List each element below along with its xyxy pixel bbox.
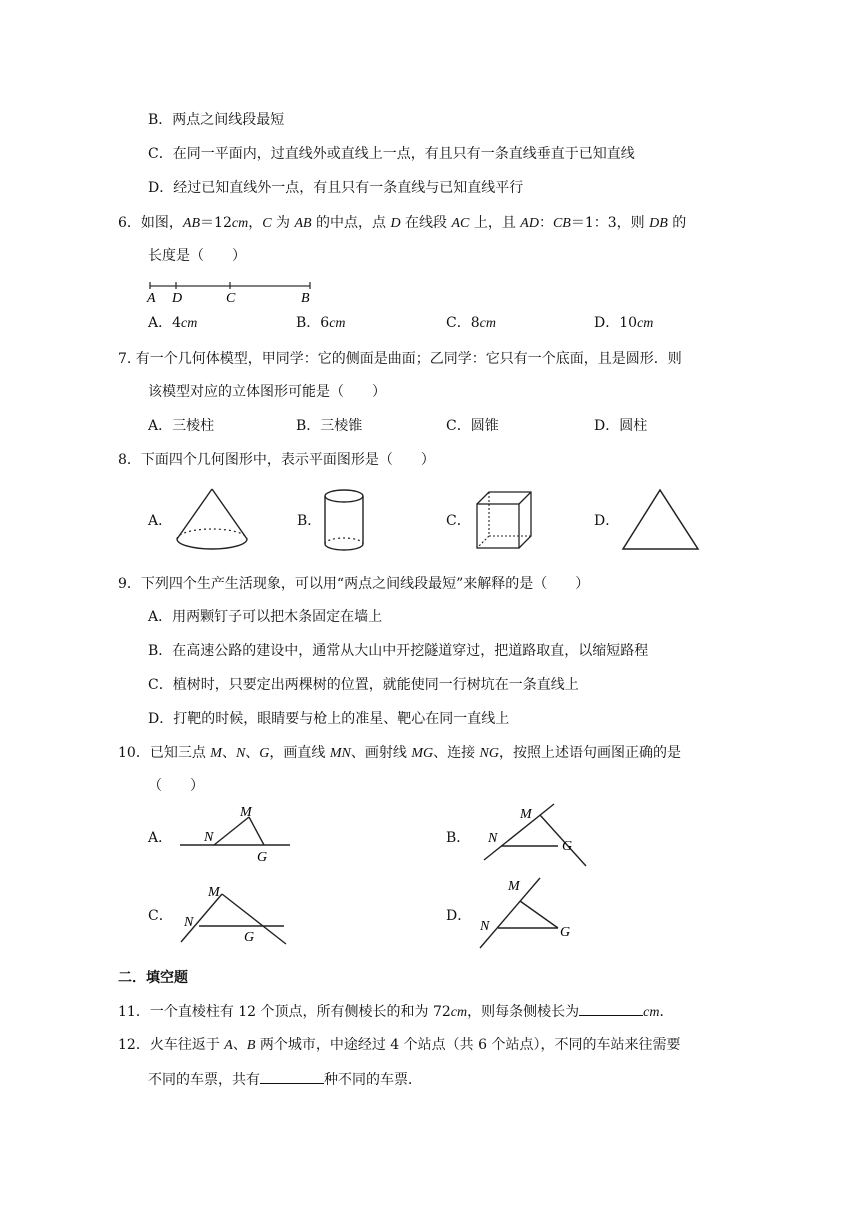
q6-text: AB [294,216,312,231]
q10-option-b-label[interactable]: B． [446,830,471,846]
q10-stem-line2: （ ） [148,778,204,794]
q12-text: B [246,1038,256,1053]
q5-option-d: D．经过已知直线外一点，有且只有一条直线与已知直线平行 [148,180,524,196]
q6-text: D [390,216,401,231]
q6-stem [118,213,686,234]
cube-icon [472,488,536,554]
q12-text: 不同的车票，共有 [148,1072,260,1088]
point-label-a: A [147,291,156,306]
q7-option-a[interactable]: A．三棱柱 [148,418,215,434]
q8-option-c-label[interactable]: C． [446,513,471,529]
point-label-b: B [301,291,310,306]
q10-text: 、 [221,745,236,761]
point-label-g: G [244,930,255,945]
q8-option-a-label[interactable]: A． [148,513,173,529]
q6-text: 的 [667,215,687,231]
q6-text: ： [538,215,553,231]
triangle-icon [618,487,704,555]
q6-option-c[interactable] [446,313,496,334]
q10-option-a-label[interactable]: A． [148,830,173,846]
q6-text: AC [451,216,470,231]
answer-blank[interactable] [579,1001,643,1016]
option-value: 6 [320,315,330,331]
q10-text: MN [329,746,351,761]
segment-ab-diagram [146,276,316,306]
q6-text: ＝12 [200,215,232,231]
q6-segment-figure [146,276,316,306]
point-label-g: G [562,839,573,854]
q10-text: G [259,746,270,761]
q9-option-d[interactable]: D．打靶的时候，眼睛要与枪上的准星、靶心在同一直线上 [148,711,510,727]
q9-option-c[interactable]: C．植树时，只要定出两棵树的位置，就能使同一行树坑在一条直线上 [148,677,579,693]
q12-text: A [224,1038,233,1053]
section-heading-fill-in: 二．填空题 [118,970,188,986]
q10-option-b-figure [474,800,594,868]
q11-text: ． [659,1004,674,1020]
point-label-n: N [204,830,214,845]
q6-option-a[interactable] [148,313,197,334]
q7-option-c[interactable]: C．圆锥 [446,418,499,434]
q6-text: ＝1：3，则 [570,215,650,231]
option-letter: B． [296,315,321,331]
q10-text: NG [479,746,499,761]
point-label-g: G [257,850,268,865]
q10-text: 10．已知三点 [118,745,211,761]
point-label-c: C [226,291,236,306]
q8-stem: 8．下面四个几何图形中，表示平面图形是（ ） [118,452,435,468]
q9-option-b[interactable]: B．在高速公路的建设中，通常从大山中开挖隧道穿过，把道路取直，以缩短路程 [148,643,649,659]
point-label-g: G [560,925,571,940]
q12-text: 种不同的车票． [324,1072,422,1088]
q10-option-a-figure [176,803,296,865]
q6-text: DB [649,216,668,231]
q9-stem: 9．下列四个生产生活现象，可以用“两点之间线段最短”来解释的是（ ） [118,576,590,592]
q8-option-b-label[interactable]: B． [297,513,322,529]
option-value: 8 [470,315,480,331]
q8-option-d-label[interactable]: D． [594,513,620,529]
q6-text: ， [248,215,263,231]
option-unit: cm [181,316,198,331]
q6-stem-line2: 长度是（ ） [148,248,246,264]
q5-option-c: C．在同一平面内，过直线外或直线上一点，有且只有一条直线垂直于已知直线 [148,146,635,162]
q6-option-b[interactable] [296,313,346,334]
q12-text: 12．火车往返于 [118,1037,225,1053]
option-letter: D． [594,315,620,331]
q7-stem-line2: 该模型对应的立体图形可能是（ ） [148,384,386,400]
q6-text: CB [552,216,571,231]
q6-text: 上，且 [469,215,521,231]
q12-stem [118,1035,680,1056]
q10-text: N [235,746,246,761]
q11-text: cm [450,1005,468,1020]
point-label-n: N [184,915,194,930]
q10-text: ，画直线 [269,745,330,761]
q7-option-d[interactable]: D．圆柱 [594,418,648,434]
q6-text: 为 [271,215,295,231]
q12-text: 两个城市，中途经过 4 个站点（共 6 个站点），不同的车站来往需要 [255,1037,681,1053]
q11-text: ，则每条侧棱长为 [467,1004,580,1020]
q10-option-d-figure [474,876,594,952]
cylinder-icon [320,488,370,556]
q10-stem [118,743,681,764]
option-unit: cm [329,316,346,331]
q10-text: ，按照上述语句画图正确的是 [499,745,681,761]
q11-stem [118,1001,673,1023]
point-label-n: N [488,831,498,846]
q10-text: 、画射线 [350,745,412,761]
point-label-m: M [240,805,252,820]
q6-option-d[interactable] [594,313,653,334]
q6-text: cm [231,216,249,231]
point-label-n: N [480,919,490,934]
q10-text: 、连接 [433,745,480,761]
q10-option-d-label[interactable]: D． [446,908,472,924]
q7-stem: 7. 有一个几何体模型，甲同学：它的侧面是曲面；乙同学：它只有一个底面，且是圆形．则 [118,351,682,367]
q11-text: cm [643,1005,660,1020]
point-label-d: D [172,291,183,306]
q7-option-b[interactable]: B．三棱锥 [296,418,363,434]
q6-number: 6．如图， [118,215,183,231]
q12-stem-line2 [148,1069,422,1090]
q12-text: 、 [232,1037,247,1053]
point-label-m: M [508,879,520,894]
q10-text: MG [411,746,434,761]
option-unit: cm [637,316,654,331]
cone-icon [172,487,252,553]
q6-text: C [262,216,272,231]
option-letter: C． [446,315,471,331]
q6-text: 在线段 [400,215,452,231]
q6-text: AD [520,216,539,231]
q10-option-c-figure [176,878,296,948]
point-label-m: M [208,885,220,900]
option-value: 10 [619,315,638,331]
q11-text: 11．一个直棱柱有 12 个顶点，所有侧棱长的和为 72 [118,1004,451,1020]
point-label-m: M [520,807,532,822]
q6-text: 的中点，点 [311,215,391,231]
q6-text: AB [182,216,201,231]
option-letter: A． [148,315,173,331]
answer-blank[interactable] [260,1069,324,1084]
q9-option-a[interactable]: A．用两颗钉子可以把木条固定在墙上 [148,609,383,625]
option-unit: cm [479,316,496,331]
q10-text: M [210,746,222,761]
q5-option-b: B．两点之间线段最短 [148,112,285,128]
option-value: 4 [172,315,182,331]
q10-text: 、 [245,745,260,761]
q10-option-c-label[interactable]: C． [148,908,173,924]
